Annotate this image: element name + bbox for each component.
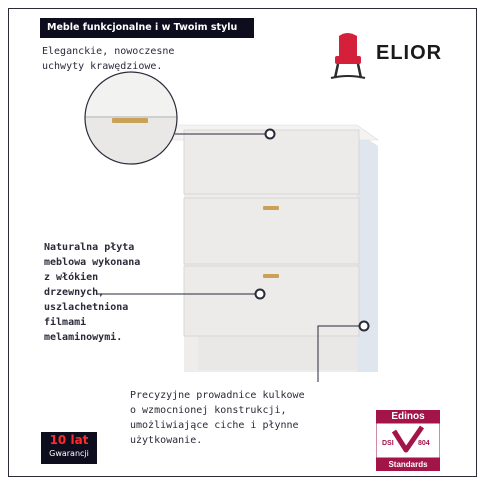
brand-name: ELIOR: [376, 42, 443, 64]
dresser-side-panel: [357, 132, 378, 372]
drawer-top: [184, 130, 359, 194]
material-line: melaminowymi.: [44, 332, 123, 343]
material-line: filmami: [44, 317, 87, 328]
material-line: Naturalna płyta: [44, 242, 135, 253]
slides-callout-dot: [360, 322, 369, 331]
material-line: z włókien: [44, 272, 99, 283]
warranty-label: Gwarancji: [49, 449, 89, 458]
material-line: meblowa wykonana: [44, 257, 141, 268]
slides-line: o wzmocnionej konstrukcji,: [130, 405, 287, 416]
headline-banner: Meble funkcjonalne i w Twoim stylu: [40, 18, 254, 38]
slides-line: Precyzyjne prowadnice kulkowe: [130, 390, 305, 401]
material-line: drzewnych,: [44, 287, 105, 298]
slides-line: użytkowanie.: [130, 435, 203, 446]
handles-line: Eleganckie, nowoczesne: [42, 46, 175, 57]
handles-callout-dot: [266, 130, 275, 139]
material-line: uszlachetniona: [44, 302, 129, 313]
zoom-handle-icon: [112, 118, 148, 123]
warranty-years: 10 lat: [49, 433, 89, 447]
warranty-badge: [41, 432, 97, 464]
edinos-subtitle: Standards: [376, 458, 440, 471]
certificate-left-text: DSI: [382, 440, 394, 447]
edinos-certificate: [376, 410, 440, 472]
drawer-handle: [263, 274, 279, 278]
handle-zoom-detail: [80, 68, 190, 178]
slides-line: umożliwiające ciche i płynne: [130, 420, 299, 431]
edinos-title: Edinos: [376, 410, 440, 423]
dresser-plinth: [198, 336, 357, 370]
certificate-right-text: 804: [418, 440, 430, 447]
material-callout-dot: [256, 290, 265, 299]
drawer-handle: [263, 206, 279, 210]
handles-line: uchwyty krawędziowe.: [42, 61, 163, 72]
